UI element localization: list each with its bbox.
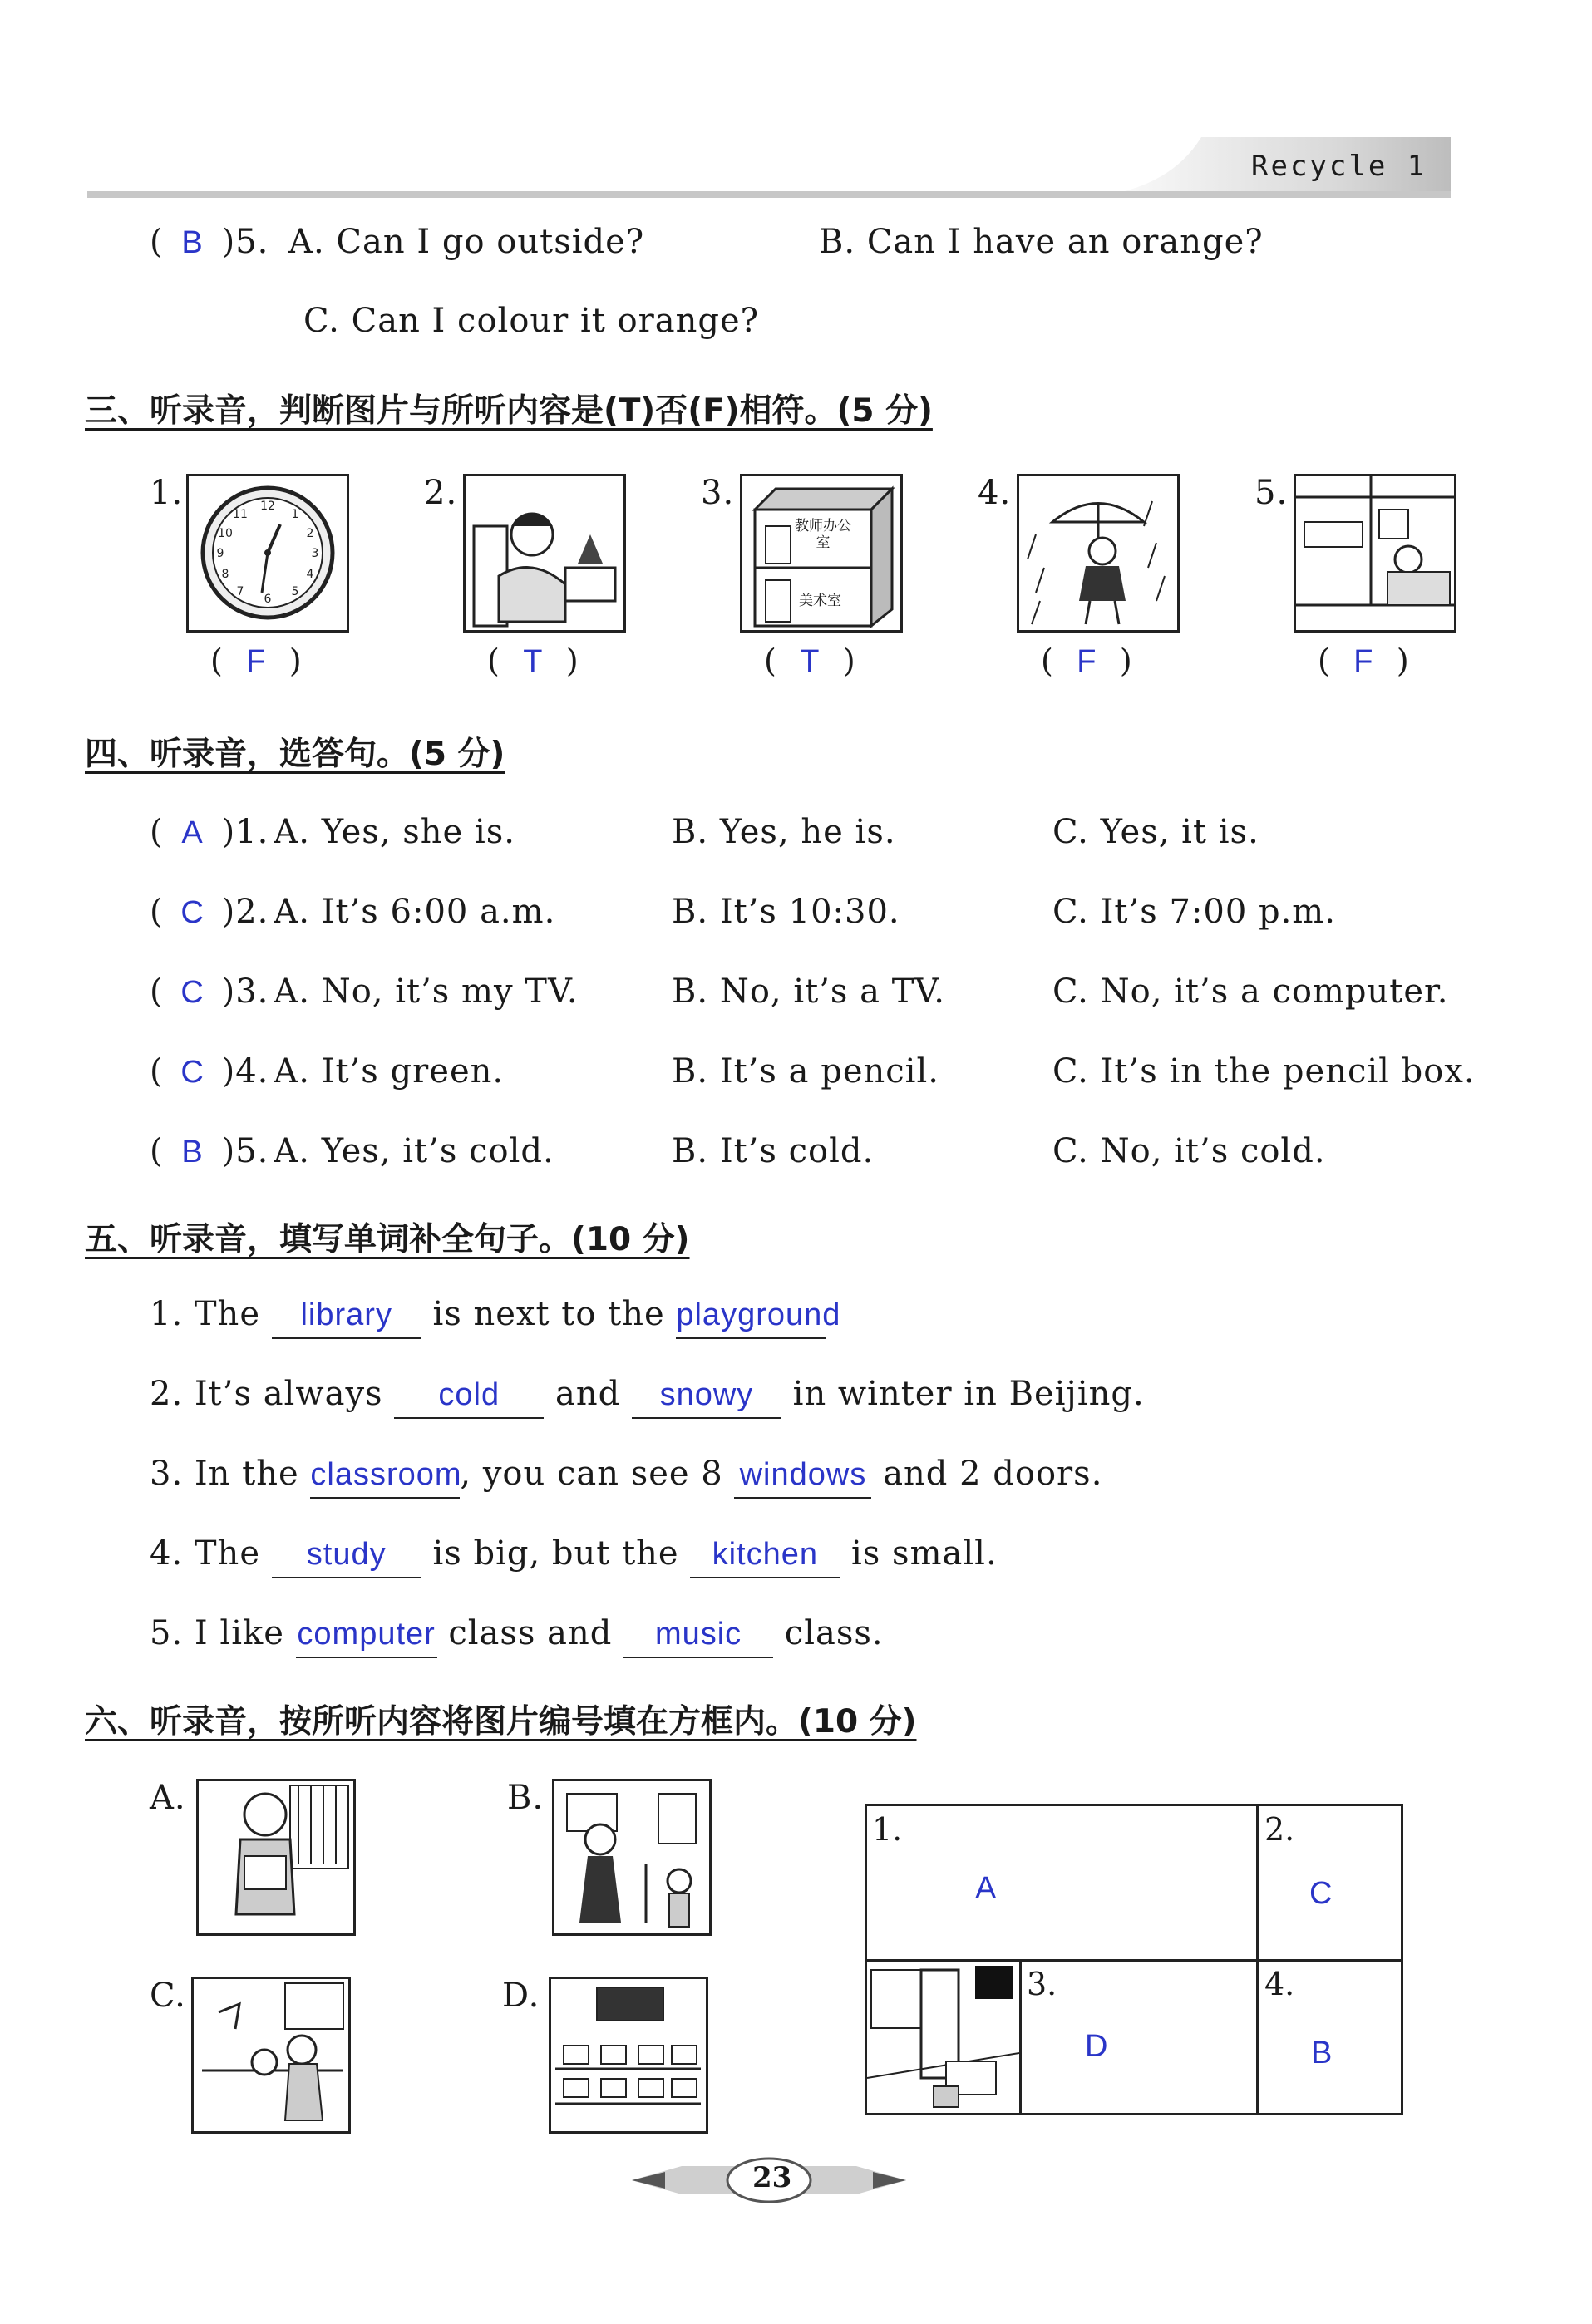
question-number: )5. xyxy=(221,223,269,261)
grid-cell-2-num: 2. xyxy=(1264,1811,1295,1848)
grid-cell-1-num: 1. xyxy=(872,1811,903,1848)
music-class-icon xyxy=(554,1781,709,1933)
s5-sentence-5: 5. I like computer class and music class. xyxy=(150,1614,884,1658)
svg-text:5: 5 xyxy=(291,585,299,598)
s3-num-1: 1. xyxy=(150,474,184,512)
s6-picture-d xyxy=(549,1977,708,2134)
s4-row-1-b: B. Yes, he is. xyxy=(672,813,896,851)
s4-row-1-c: C. Yes, it is. xyxy=(1052,813,1259,851)
svg-text:11: 11 xyxy=(233,508,248,521)
top-question-row: ( B )5. A. Can I go outside? xyxy=(150,223,645,261)
s3-answer-1: ( F ) xyxy=(210,643,302,679)
header-decoration xyxy=(87,133,1451,199)
s4-row-5-b: B. It’s cold. xyxy=(672,1132,875,1170)
svg-text:3: 3 xyxy=(311,547,319,560)
option-a: A. Can I go outside? xyxy=(288,223,645,261)
s3-picture-1 xyxy=(186,474,349,633)
svg-text:4: 4 xyxy=(306,568,314,581)
option-c: C. Can I colour it orange? xyxy=(303,302,760,340)
clock-icon xyxy=(189,476,347,630)
s6-picture-b xyxy=(552,1779,712,1936)
s3-picture-5 xyxy=(1294,474,1456,633)
blank-2: snowy xyxy=(632,1377,781,1419)
s6-picture-c xyxy=(191,1977,351,2134)
s3-picture-4 xyxy=(1017,474,1180,633)
s4-row-3: ( C )3. A. No, it’s my TV. xyxy=(150,972,579,1011)
blank-1: study xyxy=(272,1537,421,1578)
blank-2: playground xyxy=(676,1297,826,1339)
s3-num-4: 4. xyxy=(978,474,1012,512)
grid-cell-3-num: 3. xyxy=(1027,1966,1057,2002)
s3-num-5: 5. xyxy=(1254,474,1289,512)
s4-row-3-c: C. No, it’s a computer. xyxy=(1052,972,1449,1011)
s4-row-2: ( C )2. A. It’s 6:00 a.m. xyxy=(150,893,556,931)
svg-text:7: 7 xyxy=(236,585,244,598)
s6-label-c: C. xyxy=(150,1977,186,2015)
building-label-office: 教师办公室 xyxy=(795,518,851,551)
svg-text:12: 12 xyxy=(260,500,275,513)
grid-cell-4-num: 4. xyxy=(1264,1966,1295,2002)
computer-room-icon xyxy=(551,1979,706,2131)
s5-sentence-4: 4. The study is big, but the kitchen is small. xyxy=(150,1534,998,1578)
umbrella-rain-icon xyxy=(1019,476,1177,630)
option-b: B. Can I have an orange? xyxy=(819,223,1264,261)
s4-row-2-c: C. It’s 7:00 p.m. xyxy=(1052,893,1336,931)
teacher-library-icon xyxy=(199,1781,353,1933)
s5-sentence-3: 3. In the classroom, you can see 8 windows and 2 doors. xyxy=(150,1455,1102,1499)
blank-1: cold xyxy=(394,1377,544,1419)
building-label-art-room: 美术室 xyxy=(799,593,841,609)
s5-sentence-2: 2. It’s always cold and snowy in winter in Beijing. xyxy=(150,1375,1145,1419)
grid-cell-room-picture xyxy=(867,1962,1019,2113)
section5-title: 五、听录音，填写单词补全句子。(10 分) xyxy=(85,1221,690,1258)
s3-num-3: 3. xyxy=(701,474,735,512)
section3-title: 三、听录音，判断图片与所听内容是(T)否(F)相符。(5 分) xyxy=(85,392,933,430)
blank-1: library xyxy=(272,1297,421,1339)
s4-row-4: ( C )4. A. It’s green. xyxy=(150,1052,505,1091)
blank-2: kitchen xyxy=(690,1537,840,1578)
s4-row-4-c: C. It’s in the pencil box. xyxy=(1052,1052,1476,1091)
svg-text:10: 10 xyxy=(218,527,233,540)
grid-cell-2-answer[interactable]: C xyxy=(1309,1876,1333,1911)
s3-picture-2 xyxy=(463,474,626,633)
s3-picture-3 xyxy=(740,474,903,633)
grid-cell-1-answer[interactable]: A xyxy=(975,1871,997,1906)
blank-2: windows xyxy=(734,1457,871,1499)
grid-cell-4-answer[interactable]: B xyxy=(1311,2036,1333,2070)
s4-row-5: ( B )5. A. Yes, it’s cold. xyxy=(150,1132,554,1170)
section6-title: 六、听录音，按所听内容将图片编号填在方框内。(10 分) xyxy=(85,1703,917,1741)
s3-answer-2: ( T ) xyxy=(487,643,579,679)
s5-sentence-1: 1. The library is next to the playground xyxy=(150,1295,826,1339)
s4-row-1: ( A )1. A. Yes, she is. xyxy=(150,813,515,851)
s6-label-d: D. xyxy=(502,1977,540,2015)
header-title: Recycle 1 xyxy=(1251,150,1427,183)
grid-vline-2 xyxy=(1019,1959,1022,2113)
answer-grid xyxy=(865,1804,1403,2115)
page-number: 23 xyxy=(752,2161,792,2194)
s4-row-4-b: B. It’s a pencil. xyxy=(672,1052,939,1091)
svg-text:9: 9 xyxy=(216,547,224,560)
section4-title: 四、听录音，选答句。(5 分) xyxy=(85,736,505,773)
grid-cell-3-answer[interactable]: D xyxy=(1085,2029,1108,2064)
svg-text:6: 6 xyxy=(264,593,272,606)
s3-num-2: 2. xyxy=(424,474,458,512)
answer: B xyxy=(181,225,204,260)
s6-label-a: A. xyxy=(150,1779,186,1817)
room-doorway-icon xyxy=(867,1962,1019,2113)
s4-row-3-b: B. No, it’s a TV. xyxy=(672,972,946,1011)
s6-label-b: B. xyxy=(507,1779,545,1817)
header-band xyxy=(87,133,1451,199)
s4-row-2-b: B. It’s 10:30. xyxy=(672,893,900,931)
blank-1: classroom xyxy=(310,1457,460,1499)
study-room-icon xyxy=(194,1979,348,2131)
s4-row-5-c: C. No, it’s cold. xyxy=(1052,1132,1326,1170)
blank-2: music xyxy=(623,1617,773,1658)
girl-on-phone-icon xyxy=(466,476,623,630)
s3-answer-3: ( T ) xyxy=(764,643,855,679)
svg-text:8: 8 xyxy=(221,568,229,581)
bedroom-icon xyxy=(1296,476,1454,630)
s3-answer-4: ( F ) xyxy=(1041,643,1132,679)
svg-text:2: 2 xyxy=(306,527,314,540)
svg-text:1: 1 xyxy=(291,508,299,521)
blank-1: computer xyxy=(296,1617,437,1658)
s3-answer-5: ( F ) xyxy=(1318,643,1409,679)
s6-picture-a xyxy=(196,1779,356,1936)
